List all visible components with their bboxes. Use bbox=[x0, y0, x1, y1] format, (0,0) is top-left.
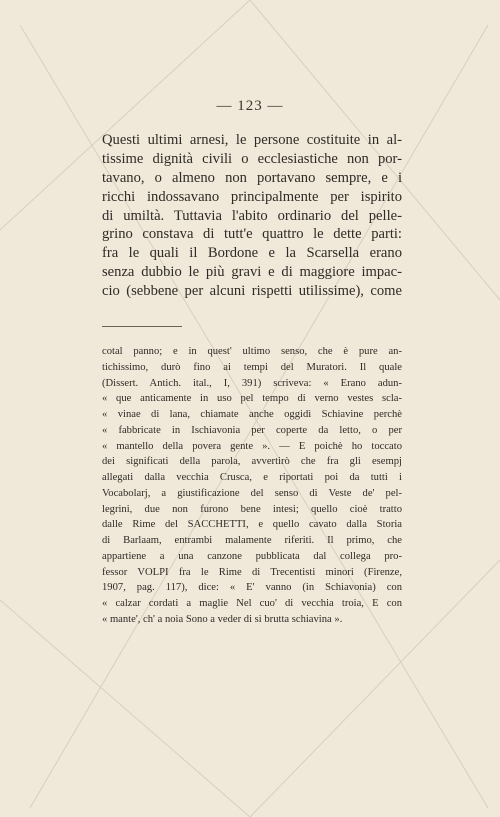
main-text bbox=[102, 131, 402, 301]
footnote-line: « que anticamente in uso pel tempo di verno vestes scla- bbox=[102, 393, 402, 405]
text-line: di umiltà. Tuttavia l'abito ordinario del pelle- bbox=[102, 207, 402, 224]
footnote-line: di Barlaam, entrambi malamente riferiti. Il primo, che bbox=[102, 535, 402, 546]
footnote-line: cotal panno; e in quest' ultimo senso, che è pure an- bbox=[102, 346, 402, 357]
text-line: fra le quali il Bordone e la Scarsella erano bbox=[102, 245, 402, 262]
footnote-block bbox=[102, 344, 402, 628]
text-line: Questi ultimi arnesi, le persone costituite in al- bbox=[102, 132, 402, 148]
footnote-line: legrini, due non furono bene intesi; quello cioè tratto bbox=[102, 503, 402, 515]
footnote-line: fessor VOLPI fra le Rime di Trecentisti minori (Firenze, bbox=[102, 566, 402, 578]
footnote-line: « fabbricate in Ischiavonia per coperte da letto, o per bbox=[102, 424, 402, 436]
footnote-line: appartiene a una canzone pubblicata dal collega pro- bbox=[102, 550, 402, 562]
footnote-separator bbox=[102, 326, 182, 327]
footnote-line: « vinae di lana, chiamate anche oggidì Schiavine perchè bbox=[102, 409, 402, 420]
footnote-line: dei significati della parola, avvertirò che fra gli esempj bbox=[102, 456, 402, 468]
text-line: ricchi indossavano principalmente per ispirito bbox=[102, 188, 402, 205]
text-line: senza dubbio le più gravi e di maggiore impac- bbox=[102, 264, 402, 281]
footnote-line: 1907, pag. 117), dice: « E' vanno (in Schiavonia) con bbox=[102, 582, 402, 594]
footnote-line: « mantello della povera gente ». — E poichè ho toccato bbox=[102, 440, 402, 452]
text-line: cio (sebbene per alcuni rispetti utilissime), come bbox=[102, 283, 402, 300]
footnote-line: (Dissert. Antich. ital., I, 391) scriveva: « Erano adun- bbox=[102, 377, 402, 389]
text-line: tissime dignità civili o ecclesiastiche non por- bbox=[102, 150, 402, 167]
text-line: tavano, o almeno non portavano sempre, e i bbox=[102, 169, 402, 186]
footnote-line: Vocabolarj, a giustificazione del senso di Veste de' pel- bbox=[102, 487, 402, 499]
page-number: — 123 — bbox=[216, 98, 284, 114]
footnote-line: « mante', ch' a noia Sono a veder di sì brutta schiavina ». bbox=[102, 613, 343, 625]
footnote-line: allegati dalla vecchia Crusca, e riportati poi da tutti i bbox=[102, 472, 402, 483]
footnote-line: tichissimo, durò fino ai tempi del Muratori. Il quale bbox=[102, 361, 402, 373]
footnote-line: dalle Rime del SACCHETTI, e quello cavato dalla Storia bbox=[102, 519, 402, 531]
footnote-line: « calzar cordati a maglie Nel cuo' di vecchia troia, E con bbox=[102, 598, 402, 609]
text-line: grino constava di tutt'e quattro le dette parti: bbox=[102, 226, 402, 243]
